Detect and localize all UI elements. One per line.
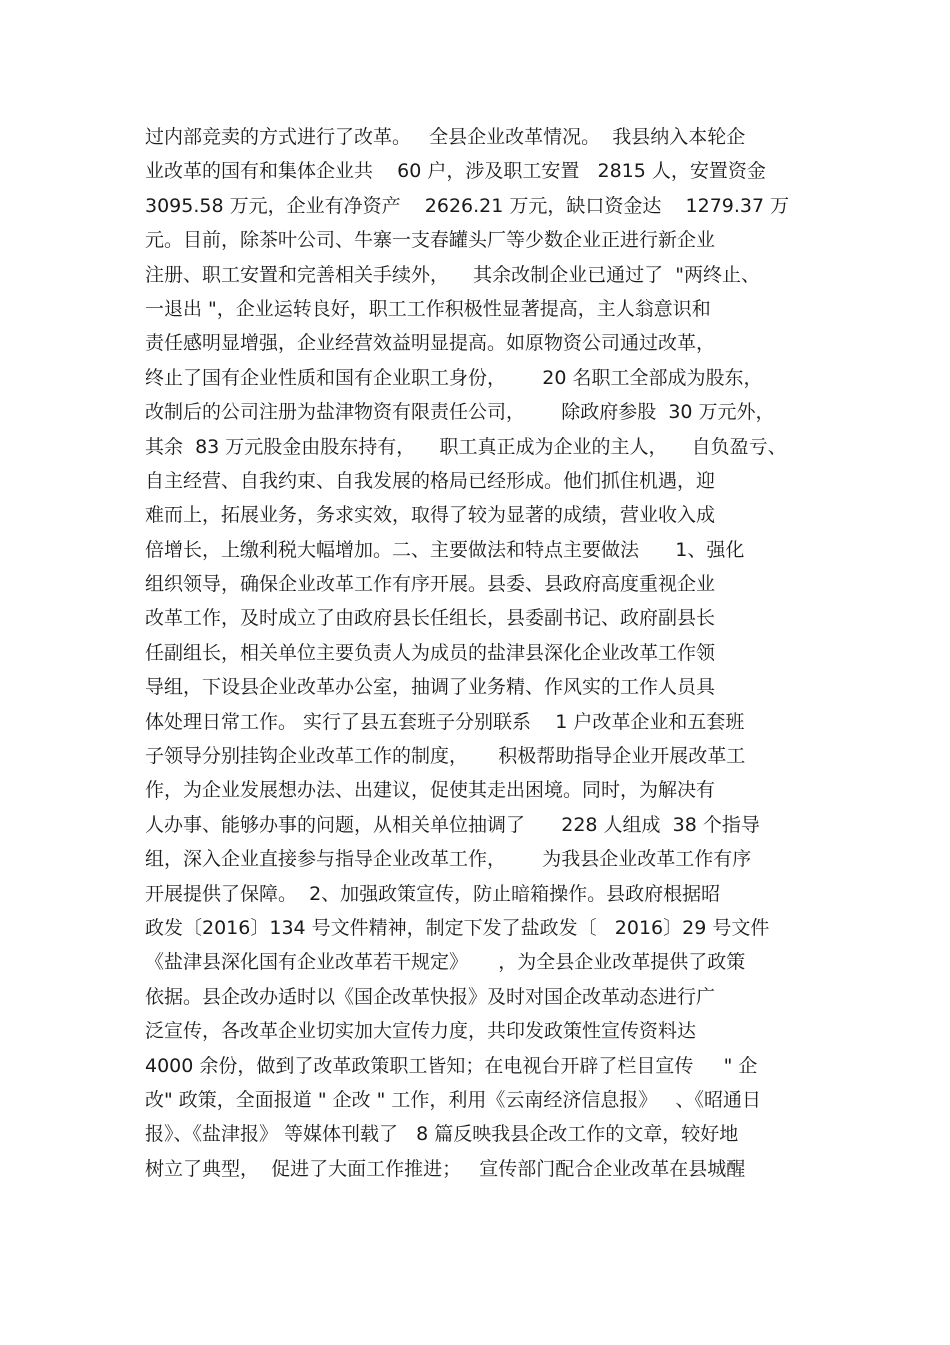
text-line: 体处理日常工作。 实行了县五套班子分别联系 1 户改革企业和五套班 (145, 710, 745, 733)
text-line: 人办事、能够办事的问题，从相关单位抽调了 228 人组成 38 个指导 (145, 813, 760, 836)
text-line: 组，深入企业直接参与指导企业改革工作， 为我县企业改革工作有序 (145, 848, 752, 871)
text-line: 组织领导，确保企业改革工作有序开展。县委、县政府高度重视企业 (145, 573, 716, 596)
text-line: 泛宣传，各改革企业切实加大宣传力度，共印发政策性宣传资料达 (145, 1020, 697, 1043)
text-line: 责任感明显增强，企业经营效益明显提高。如原物资公司通过改革， (145, 332, 716, 355)
text-line: 《盐津县深化国有企业改革若干规定》 ，为全县企业改革提供了政策 (145, 951, 746, 974)
text-line: 4000 余份，做到了改革政策职工皆知；在电视台开辟了栏目宣传 " 企 (145, 1054, 758, 1077)
text-line: 子领导分别挂钩企业改革工作的制度， 积极帮助指导企业开展改革工 (145, 745, 746, 768)
text-line: 一退出 "，企业运转良好，职工工作积极性显著提高，主人翁意识和 (145, 297, 711, 320)
text-line: 任副组长，相关单位主要负责人为成员的盐津县深化企业改革工作领 (145, 641, 716, 664)
text-line: 业改革的国有和集体企业共 60 户，涉及职工安置 2815 人，安置资金 (145, 160, 766, 183)
text-line: 报》、《盐津报》 等媒体刊载了 8 篇反映我县企改工作的文章，较好地 (145, 1123, 739, 1146)
text-line: 自主经营、自我约束、自我发展的格局已经形成。他们抓住机遇，迎 (145, 469, 716, 492)
text-line: 导组，下设县企业改革办公室，抽调了业务精、作风实的工作人员具 (145, 676, 716, 699)
body-text (145, 120, 825, 1186)
text-line: 改制后的公司注册为盐津物资有限责任公司， 除政府参股 30 万元外， (145, 401, 775, 424)
text-line: 作，为企业发展想办法、出建议，促使其走出困境。同时，为解决有 (145, 779, 716, 802)
text-line: 改" 政策，全面报道 " 企改 " 工作，利用《云南经济信息报》 、《昭通日 (145, 1088, 762, 1111)
text-line: 注册、职工安置和完善相关手续外， 其余改制企业已通过了 "两终止、 (145, 263, 760, 286)
text-line: 难而上，拓展业务，务求实效，取得了较为显著的成绩，营业收入成 (145, 504, 716, 527)
text-line: 开展提供了保障。 2、加强政策宣传，防止暗箱操作。县政府根据昭 (145, 882, 721, 905)
text-line: 树立了典型， 促进了大面工作推进； 宣传部门配合企业改革在县城醒 (145, 1157, 746, 1180)
text-line: 终止了国有企业性质和国有企业职工身份， 20 名职工全部成为股东， (145, 366, 763, 389)
text-line: 政发〔2016〕134 号文件精神，制定下发了盐政发〔 2016〕29 号文件 (145, 916, 770, 939)
text-line: 倍增长，上缴利税大幅增加。二、主要做法和特点主要做法 1、强化 (145, 538, 745, 561)
text-line: 依据。县企改办适时以《国企改革快报》及时对国企改革动态进行广 (145, 985, 716, 1008)
text-line: 改革工作，及时成立了由政府县长任组长，县委副书记、政府副县长 (145, 607, 716, 630)
text-line: 其余 83 万元股金由股东持有， 职工真正成为企业的主人， 自负盈亏、 (145, 435, 787, 458)
text-line: 3095.58 万元，企业有净资产 2626.21 万元，缺口资金达 1279.37 万 (145, 194, 790, 217)
text-line: 过内部竞卖的方式进行了改革。 全县企业改革情况。 我县纳入本轮企 (145, 126, 746, 148)
text-line: 元。目前，除茶叶公司、牛寨一支春罐头厂等少数企业正进行新企业 (145, 229, 716, 252)
